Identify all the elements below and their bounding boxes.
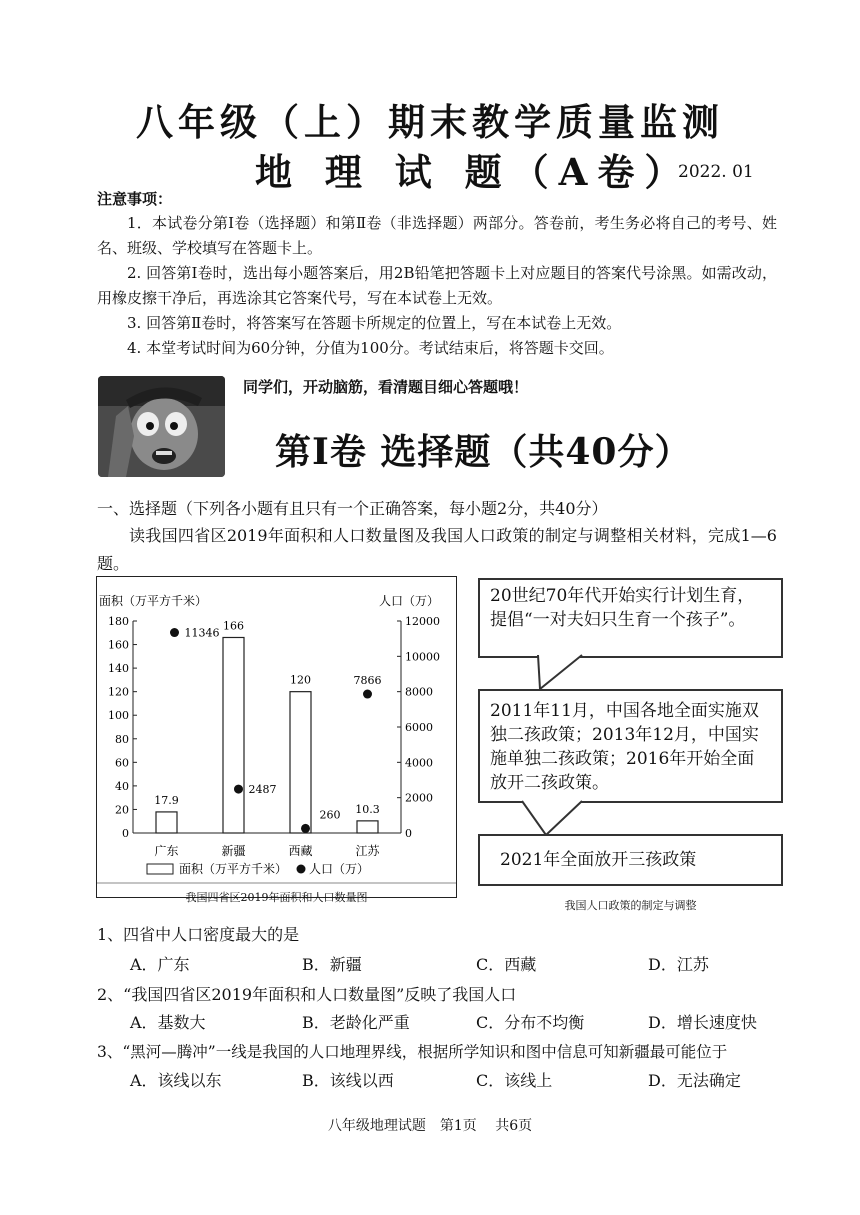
area-bar-label: 10.3 xyxy=(355,802,380,816)
q3-option-a: A．该线以东 xyxy=(130,1071,222,1090)
left-tick-label: 40 xyxy=(115,779,129,793)
page-footer: 八年级地理试题 第1页 共6页 xyxy=(327,1118,533,1134)
question-2-stem: 2、“我国四省区2019年面积和人口数量图”反映了我国人口 xyxy=(97,985,517,1004)
right-tick-label: 10000 xyxy=(405,650,440,664)
population-label: 7866 xyxy=(353,674,382,688)
left-tick-label: 160 xyxy=(108,638,129,652)
q3-option-b: B．该线以西 xyxy=(302,1071,394,1090)
legend-area-label: 面积（万平方千米） xyxy=(179,862,288,876)
q2-option-d: D．增长速度快 xyxy=(648,1013,757,1032)
notice-item-2: 2. 回答第Ⅰ卷时，选出每小题答案后，用2B铅笔把答题卡上对应题目的答案代号涂黑。如需改动，用橡皮擦干净后，再选涂其它答案代号，写在本试卷上无效。 xyxy=(97,264,777,307)
left-tick-label: 120 xyxy=(108,685,129,699)
left-axis-label: 面积（万平方千米） xyxy=(99,594,208,608)
legend-area-swatch xyxy=(147,864,173,874)
population-label: 260 xyxy=(319,808,341,822)
left-tick-label: 0 xyxy=(122,827,129,840)
q3-option-d: D．无法确定 xyxy=(648,1071,741,1090)
left-tick-label: 60 xyxy=(115,756,129,770)
left-tick-label: 100 xyxy=(108,709,129,723)
left-tick-label: 140 xyxy=(108,662,129,676)
right-tick-label: 2000 xyxy=(405,791,433,805)
right-tick-label: 6000 xyxy=(405,721,433,734)
question-3-stem: 3、“黑河—腾冲”一线是我国的人口地理界线，根据所学知识和图中信息可知新疆最可能位于 xyxy=(97,1043,728,1061)
left-tick-label: 20 xyxy=(115,803,129,817)
population-point xyxy=(363,690,372,699)
q2-option-c: C．分布不均衡 xyxy=(476,1013,585,1032)
policy-box-2: 2011年11月，中国各地全面实施双独二孩政策；2013年12月，中国实施单独二孩政策；2016年开始全面放开二孩政策。 xyxy=(478,689,783,803)
policy-box-3: 2021年全面放开三孩政策 xyxy=(478,834,783,886)
encouragement-text: 同学们，开动脑筋，看清题目细心答题哦！ xyxy=(243,378,529,396)
q1-option-a: A．广东 xyxy=(130,955,190,974)
callout-pointer-2 xyxy=(520,800,590,836)
policy-box-1: 20世纪70年代开始实行计划生育，提倡“一对夫妇只生育一个孩子”。 xyxy=(478,578,783,658)
right-tick-label: 8000 xyxy=(405,685,433,699)
right-axis-label: 人口（万） xyxy=(379,594,440,608)
q2-option-a: A．基数大 xyxy=(130,1013,206,1032)
population-point xyxy=(234,785,243,794)
area-bar xyxy=(156,812,177,833)
left-tick-label: 80 xyxy=(115,732,129,746)
q3-option-c: C．该线上 xyxy=(476,1071,553,1090)
population-point xyxy=(301,824,310,833)
left-tick-label: 180 xyxy=(108,615,129,628)
intro-text: 读我国四省区2019年面积和人口数量图及我国人口政策的制定与调整相关材料，完成1—6题。 xyxy=(97,526,777,573)
q1-option-c: C．西藏 xyxy=(476,955,537,974)
notice-item-1: 1．本试卷分第Ⅰ卷（选择题）和第Ⅱ卷（非选择题）两部分。答卷前，考生务必将自己的考号、姓名、班级、学校填写在答题卡上。 xyxy=(97,214,777,257)
right-tick-label: 0 xyxy=(405,827,412,840)
chart-svg xyxy=(97,577,456,897)
population-point xyxy=(170,628,179,637)
exam-date: 2022. 01 xyxy=(678,162,754,182)
question-1-stem: 1、四省中人口密度最大的是 xyxy=(97,925,300,944)
q2-option-b: B．老龄化严重 xyxy=(302,1013,410,1032)
area-bar-label: 17.9 xyxy=(154,793,179,807)
population-label: 11346 xyxy=(184,626,220,640)
q1-option-b: B．新疆 xyxy=(302,955,362,974)
notice-item-3: 3. 回答第Ⅱ卷时，将答案写在答题卡所规定的位置上，写在本试卷上无效。 xyxy=(127,314,622,332)
legend-population-swatch xyxy=(297,865,306,874)
exam-title: 八年级（上）期末教学质量监测 xyxy=(136,100,724,144)
area-bar xyxy=(357,821,378,833)
notice-heading: 注意事项： xyxy=(97,190,173,208)
q1-option-d: D．江苏 xyxy=(648,955,709,974)
area-bar-label: 166 xyxy=(223,619,244,633)
area-bar xyxy=(223,637,244,833)
exam-subtitle: 地 理 试 题（A卷） xyxy=(255,150,692,194)
cartoon-face-image xyxy=(98,376,225,477)
area-bar-label: 120 xyxy=(290,673,311,687)
notice-item-4: 4. 本堂考试时间为60分钟，分值为100分。考试结束后，将答题卡交回。 xyxy=(127,339,614,357)
legend-population-label: 人口（万） xyxy=(309,862,370,876)
section-title: 第Ⅰ卷 选择题（共40分） xyxy=(275,431,692,473)
category-label: 新疆 xyxy=(221,844,246,858)
area-population-chart xyxy=(96,576,457,898)
category-label: 广东 xyxy=(154,844,179,858)
callout-pointer-1 xyxy=(520,654,590,690)
policy-caption: 我国人口政策的制定与调整 xyxy=(564,899,697,912)
category-label: 江苏 xyxy=(355,844,380,858)
population-label: 2487 xyxy=(248,783,277,797)
section-heading: 一、选择题（下列各小题有且只有一个正确答案，每小题2分，共40分） xyxy=(97,499,608,518)
right-tick-label: 4000 xyxy=(405,756,433,770)
chart-caption: 我国四省区2019年面积和人口数量图 xyxy=(185,891,368,904)
category-label: 西藏 xyxy=(288,844,313,858)
right-tick-label: 12000 xyxy=(405,615,440,628)
area-bar xyxy=(290,692,311,833)
